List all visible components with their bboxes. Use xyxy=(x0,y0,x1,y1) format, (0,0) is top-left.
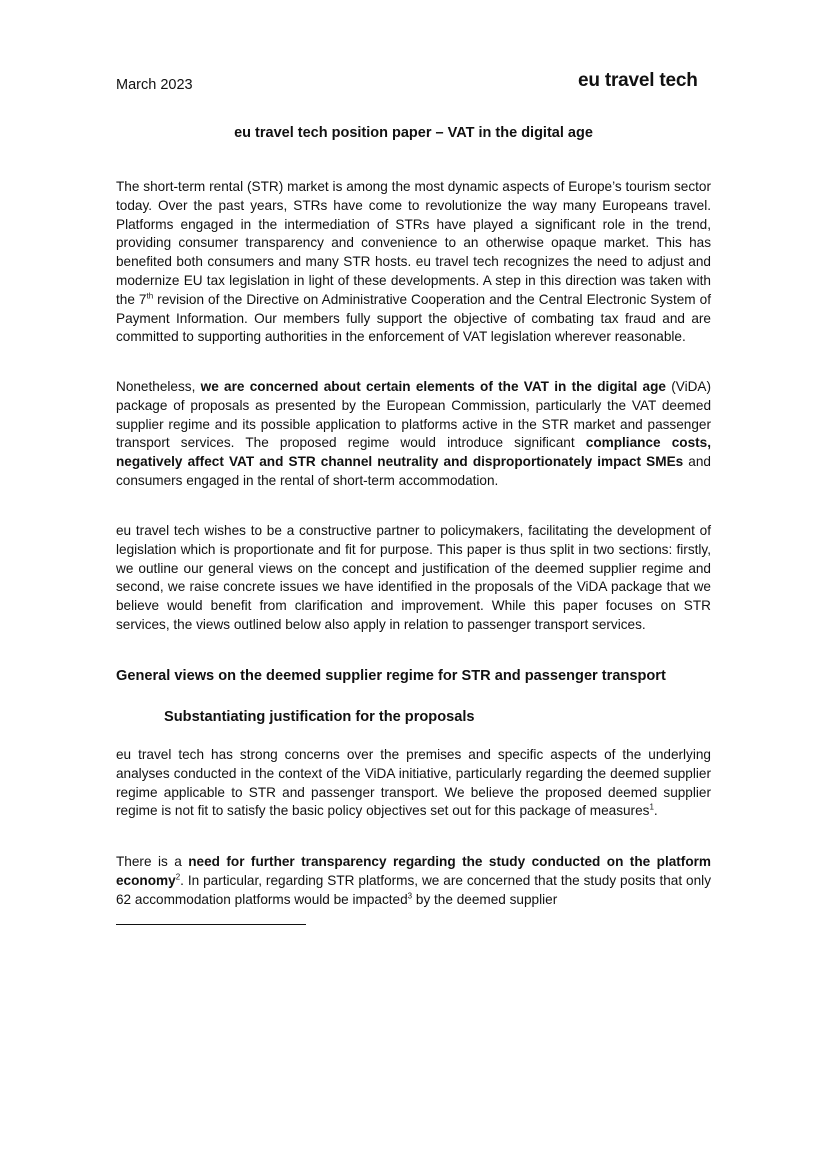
paragraph-analyses-text-b: . xyxy=(653,803,658,819)
paragraph-intro-text-b: revision of the Directive on Administrative Cooperation and the Central Electronic System of Payment Information. Our members fully support the objective of combating tax fraud and are committed to supporting authorities in the enforcement of VAT legislation wherever reasonable. xyxy=(116,291,711,345)
paragraph-transparency-text-b: . In particular, regarding STR platforms, we are concerned that the study posits that only 62 accommodation platforms would be impacted xyxy=(116,872,711,907)
paragraph-transparency-text-a: There is a xyxy=(116,854,189,869)
paragraph-transparency xyxy=(116,853,711,909)
document-date: March 2023 xyxy=(116,77,193,93)
paragraph-concerns-bold-1: we are concerned about certain elements of the VAT in the digital age xyxy=(200,379,666,394)
paragraph-concerns-text-a: Nonetheless, xyxy=(116,379,201,394)
paragraph-analyses xyxy=(116,746,711,821)
document-title: eu travel tech position paper – VAT in the digital age xyxy=(234,125,593,141)
superscript-th: th xyxy=(146,291,154,301)
paragraph-concerns-text-c: and consumers engaged in the rental of short-term accommodation. xyxy=(116,454,711,488)
paragraph-transparency-bold: need for further transparency regarding the study conducted on the platform economy xyxy=(116,854,712,888)
paragraph-transparency-text-c: by the deemed supplier xyxy=(412,891,558,907)
footnote-separator xyxy=(116,924,306,925)
paragraph-intro-text-a: The short-term rental (STR) market is among the most dynamic aspects of Europe’s tourism sector today. Over the past years, STRs have come to revolutionize the way many Europeans travel. Platforms engaged in the intermediation of STRs have played a significant role in the trend, providing consumer transparency and convenience to an otherwise opaque market. This has benefited both consumers and many STR hosts. eu travel tech recognizes the need to adjust and modernize EU tax legislation in light of these developments. A step in this direction was taken with the 7 xyxy=(116,179,711,307)
section-heading-general-views: General views on the deemed supplier regime for STR and passenger transport xyxy=(116,668,666,684)
paragraph-concerns-text-b: (ViDA) package of proposals as presented by the European Commission, particularly the VAT deemed supplier regime and its possible application to platforms active in the STR market and passenger transport services. The proposed regime would introduce significant xyxy=(116,379,712,451)
paragraph-concerns-bold-2: compliance costs, negatively affect VAT and STR channel neutrality and disproportionately impact SMEs xyxy=(116,435,711,470)
paragraph-concerns xyxy=(116,378,711,491)
paragraph-analyses-text-a: eu travel tech has strong concerns over the premises and specific aspects of the underlying analyses conducted in the context of the ViDA initiative, particularly regarding the deemed supplier regime applicable to STR and passenger transport. We believe the proposed deemed supplier regime is not fit to satisfy the basic policy objectives set out for this package of measures xyxy=(116,747,711,819)
paragraph-intro xyxy=(116,178,711,347)
paragraph-constructive: eu travel tech wishes to be a constructive partner to policymakers, facilitating the development of legislation which is proportionate and fit for purpose. This paper is thus split in two sections: firstly, we outline our general views on the concept and justification of the deemed supplier regime and second, we raise concrete issues we have identified in the proposals of the ViDA package that we believe would benefit from clarification and improvement. While this paper focuses on STR services, the views outlined below also apply in relation to passenger transport services. xyxy=(116,523,711,632)
footnote-ref-3: 3 xyxy=(407,891,413,901)
brand-logo: eu travel tech xyxy=(578,70,698,91)
footnote-ref-2: 2 xyxy=(175,872,181,882)
footnote-ref-1: 1 xyxy=(649,802,654,812)
subsection-heading-justification: Substantiating justification for the proposals xyxy=(164,709,475,725)
